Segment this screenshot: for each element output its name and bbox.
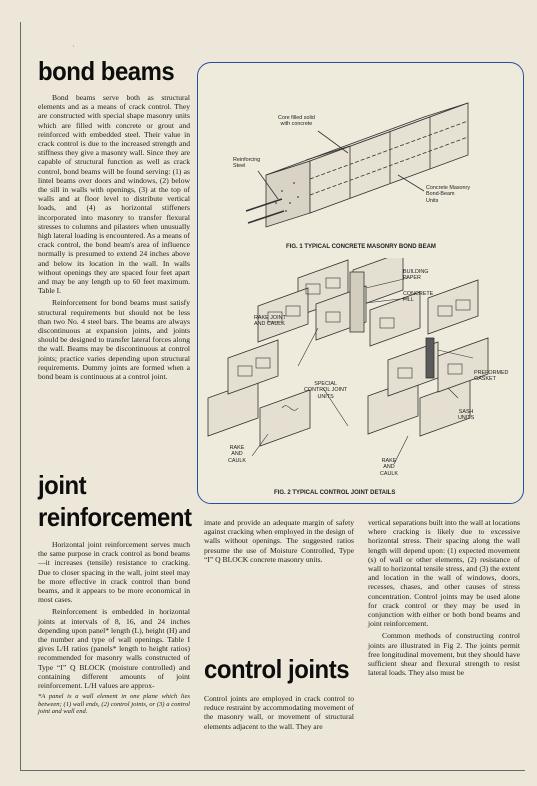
- control-joints-column: [204, 694, 354, 734]
- fig1-label-steel: Reinforcing Steel: [233, 157, 261, 170]
- fig2-label-rake-left: RAKE AND CAULK: [228, 445, 246, 464]
- left-margin-rule: [20, 22, 21, 770]
- right-column: [368, 518, 520, 680]
- fig1-bond-beam-drawing: [198, 63, 523, 238]
- joint-reinforcement-column: [38, 540, 190, 719]
- footnote: *A panel is a wall element in one plane which lies between; (1) wall ends, (2) control joints, or (3) a control joint and wall end.: [38, 693, 190, 716]
- control-joints-paragraph-1: Control joints are employed in crack control to reduce restraint by accommodating movement of the masonry wall, or movement of structural elements adjacent to the wall. They are: [204, 694, 354, 731]
- joint-paragraph-2: Reinforcement is embedded in horizontal joints at intervals of 8, 16, and 24 inches depending upon panel* length (L), height (H) and the number and type of wall openings. Table I gives L/H ratios (panels* length to height ratios) recommended for masonry walls constructed of Type “I” Q BLOCK (moisture controlled) and containing different amounts of joint reinforcement. L/H values are approx-: [38, 607, 190, 691]
- bottom-rule: [20, 770, 525, 771]
- right-paragraph-2: Common methods of constructing control joints are illustrated in Fig 2. The joints permit free longitudinal movement, but they should have sufficient shear and flexural strength to resist lateral loads. They also must be: [368, 631, 520, 678]
- fig2-label-special-units: SPECIAL CONTROL JOINT UNITS: [304, 381, 348, 400]
- fig2-label-fill: CONCRETE FILL: [403, 291, 434, 304]
- fig2-label-rake-right: RAKE AND CAULK: [380, 458, 398, 477]
- heading-bond-beams: bond beams: [38, 56, 175, 86]
- fig1-label-core: Core filled solid with concrete: [278, 115, 315, 128]
- heading-reinforcement: reinforcement: [38, 502, 192, 532]
- bond-beams-paragraph-2: Reinforcement for bond beams must satisfy structural requirements but should not be less than two No. 4 steel bars. The beams are always discontinuous at expansion joints, and joints should be designed to transfer lateral forces along the wall. Beams may be discontinuous at control joints; practice varies depending upon structural requirements. Dummy joints are formed when a bond beam is continuous at a control joint.: [38, 298, 190, 382]
- heading-joint: joint: [38, 470, 87, 500]
- fig2-label-gasket: PREFORMED GASKET: [474, 370, 509, 383]
- bond-beams-column: [38, 93, 190, 384]
- joint-paragraph-3: imate and provide an adequate margin of safety against cracking when employed in the design of walls without openings. The suggested ratios presume the use of Moisture Controlled, Type “I” Q BLOCK concrete masonry units.: [204, 518, 354, 564]
- fig1-label-units: Concrete Masonry Bond-Beam Units: [426, 185, 471, 204]
- figures-frame: [197, 62, 524, 504]
- fig2-caption: FIG. 2 TYPICAL CONTROL JOINT DETAILS: [274, 490, 396, 496]
- fig2-label-rake-joint: RAKE JOINT AND CAULK: [254, 315, 286, 328]
- fig2-control-joint-drawing: [198, 258, 523, 478]
- right-paragraph-1: vertical separations built into the wall at locations where cracking is likely due to excessive horizontal stress. Their spacing along the wall length will depend upon: (1) expected movement (s) of wall or other elements, (2) resistance of wall to horizontal tensile stress, and (3) the extent and location in the wall of windows, doors, recesses, chases, and other causes of stress concentration. Control joints may be used alone for crack control or they may be used in conjunction with either or both bond beams and joint reinforcement.: [368, 518, 520, 629]
- joint-paragraph-1: Horizontal joint reinforcement serves much the same purpose in crack control as bond beams—it increases (tensile) resistance to cracking. Due to closer spacing in the wall, joint steel may be more effective in crack control than bond beams, and it appears to be more economical in most cases.: [38, 540, 190, 605]
- joint-reinforcement-continued: [204, 518, 354, 567]
- fig1-caption: FIG. 1 TYPICAL CONCRETE MASONRY BOND BEAM: [286, 244, 436, 250]
- heading-control-joints: control joints: [204, 654, 350, 684]
- printer-mark: ·: [72, 42, 75, 51]
- fig2-label-sash: SASH UNITS: [458, 409, 475, 422]
- fig2-label-paper: BUILDING PAPER: [403, 269, 429, 282]
- bond-beams-paragraph-1: Bond beams serve both as structural elements and as a means of crack control. They are constructed with special shape masonry units which are filled with concrete or grout and reinforced with embedded steel. Their value in crack control is due to the increased strength and stiffness they give a masonry wall. Since they are capable of structural function as well as crack control, bond beams will be found serving: (1) as lintel beams over doors and windows, (2) below the sill in walls with openings, (3) at the top of walls and at floor level to distribute vertical loads, and (4) as horizontal stiffeners incorporated into masonry to transfer flexural stresses to columns and pilasters when unusually high lateral loading is encountered. As a means of crack control, the bond beam's area of influence normally is presumed to extend 24 inches above and below its location in the wall. In walls without openings they are spaced four feet apart and may be any length up to 60 feet maximum. Table I.: [38, 93, 190, 296]
